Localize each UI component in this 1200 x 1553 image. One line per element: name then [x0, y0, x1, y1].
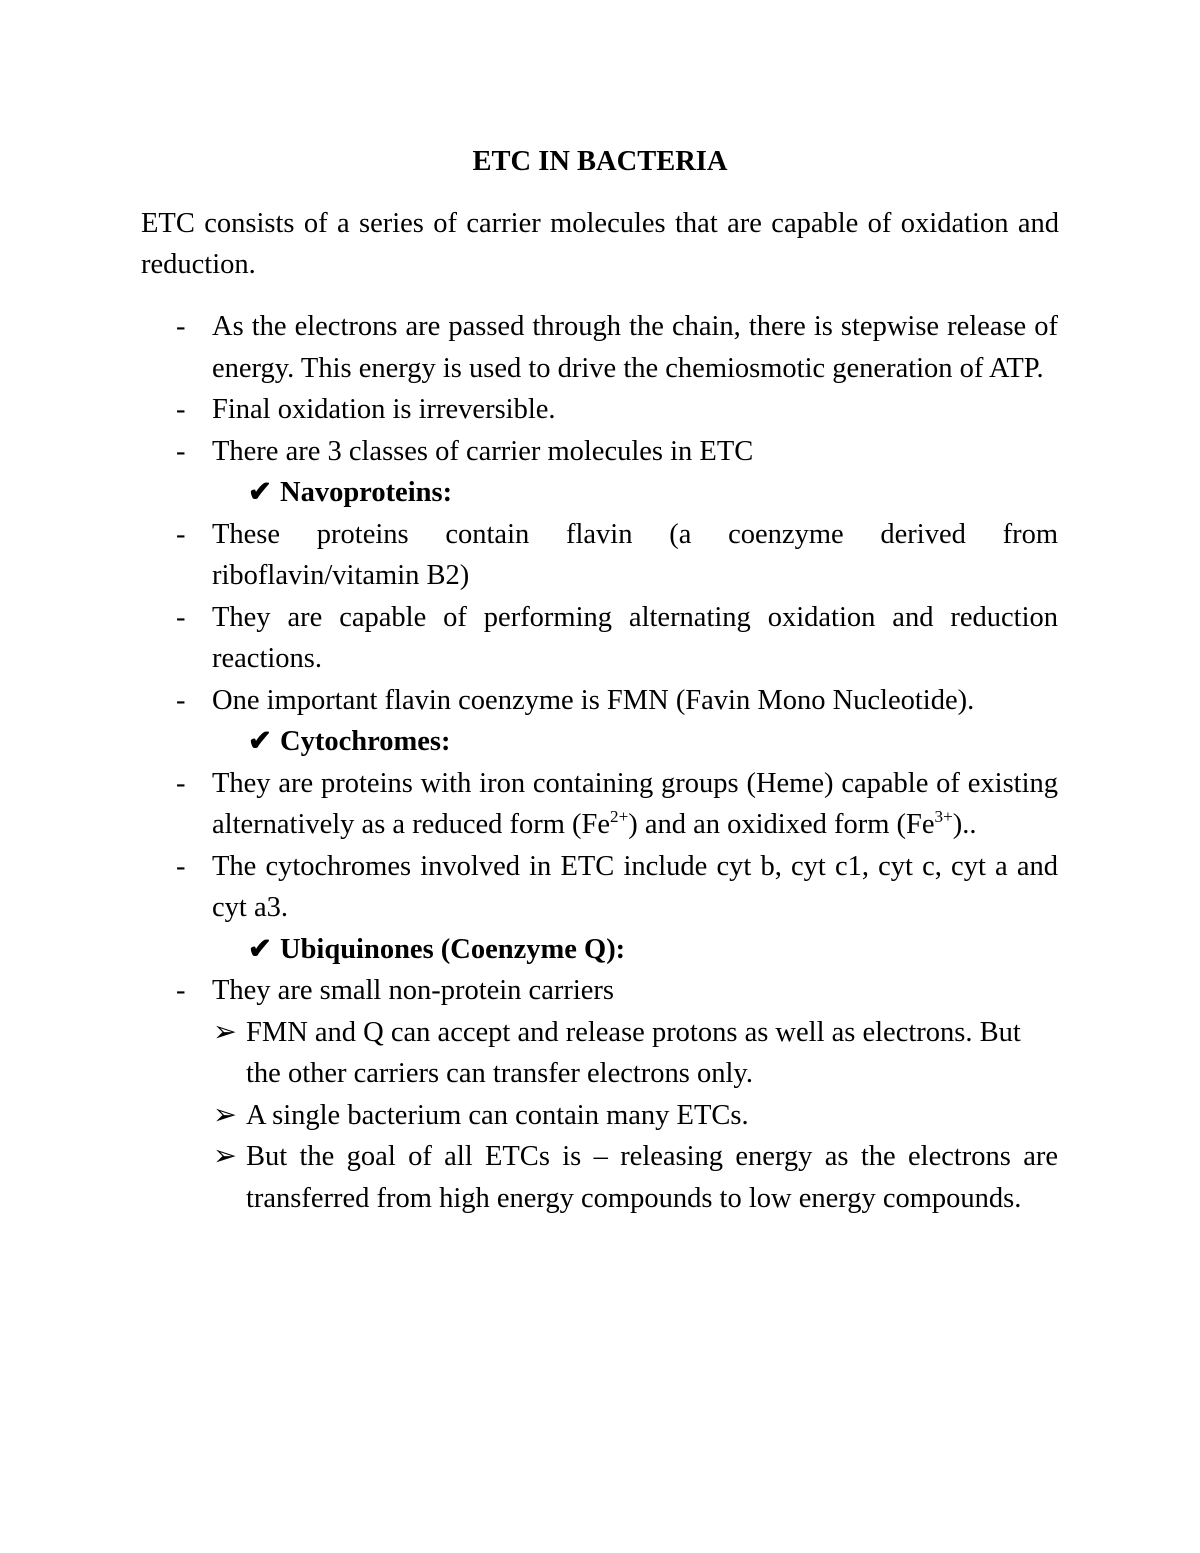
list-item	[0, 389, 1200, 431]
list-item-text: One important flavin coenzyme is FMN (Favin Mono Nucleotide).	[212, 684, 975, 716]
list-item	[0, 597, 1200, 680]
content-list	[0, 306, 1200, 1219]
checkmark-icon: ✔	[248, 477, 272, 508]
section-heading-navoproteins	[0, 472, 1200, 514]
list-item-text: These proteins contain flavin (a coenzyme derived from riboflavin/vitamin B2)	[212, 518, 1058, 591]
sub-list-item	[0, 1136, 1200, 1219]
page-title: ETC IN BACTERIA	[472, 146, 728, 177]
arrow-bullet-icon: ➢	[213, 1016, 237, 1048]
list-item	[0, 970, 1200, 1012]
list-item-text: They are capable of performing alternating oxidation and reduction reactions.	[212, 601, 1058, 674]
superscript-charge: 3+	[934, 806, 953, 826]
list-item	[0, 431, 1200, 473]
list-item-text: As the electrons are passed through the chain, there is stepwise release of energy. This energy is used to drive the chemiosmotic generation of ATP.	[212, 311, 1058, 384]
dash-marker: -	[176, 311, 186, 342]
arrow-bullet-icon: ➢	[213, 1141, 237, 1172]
dash-marker: -	[176, 684, 186, 716]
list-item	[0, 514, 1200, 597]
list-item	[0, 680, 1200, 722]
sub-list-item-text: But the goal of all ETCs is – releasing energy as the electrons are transferred from high energy compounds to low energy compounds.	[246, 1141, 1058, 1214]
sub-list-item-text: FMN and Q can accept and release protons as well as electrons. But the other carriers can transfer electrons only.	[246, 1016, 1021, 1089]
arrow-bullet-icon: ➢	[213, 1099, 237, 1131]
text-segment: They are proteins with iron containing groups (Heme) capable of existing alternatively as a reduced form (Fe	[212, 767, 1058, 840]
dash-marker: -	[176, 767, 186, 799]
dash-marker: -	[176, 601, 186, 633]
dash-marker: -	[176, 518, 186, 550]
superscript-charge: 2+	[610, 806, 629, 826]
checkmark-icon: ✔	[248, 726, 272, 757]
list-item-text	[212, 763, 1058, 846]
checkmark-icon: ✔	[248, 933, 272, 965]
list-item	[0, 763, 1200, 846]
section-heading-text: Ubiquinones (Coenzyme Q):	[280, 933, 626, 965]
section-heading-text: Cytochromes:	[280, 726, 451, 757]
list-item-text: The cytochromes involved in ETC include cyt b, cyt c1, cyt c, cyt a and cyt a3.	[212, 850, 1058, 923]
dash-marker: -	[176, 394, 186, 425]
list-item	[0, 306, 1200, 389]
list-item-text: They are small non-protein carriers	[212, 975, 614, 1006]
sub-list-item	[0, 1095, 1200, 1137]
intro-paragraph: ETC consists of a series of carrier molecules that are capable of oxidation and reduction.	[141, 208, 1059, 280]
list-item-text: There are 3 classes of carrier molecules in ETC	[212, 435, 754, 467]
list-item	[0, 846, 1200, 929]
sub-list-item	[0, 1012, 1200, 1095]
dash-marker: -	[176, 850, 186, 882]
text-segment: ) and an oxidixed form (Fe	[628, 809, 935, 840]
dash-marker: -	[176, 435, 186, 467]
sub-list-item-text: A single bacterium can contain many ETCs.	[246, 1099, 749, 1131]
section-heading-ubiquinones	[0, 929, 1200, 971]
list-item-text: Final oxidation is irreversible.	[212, 394, 556, 425]
section-heading-cytochromes	[0, 721, 1200, 763]
dash-marker: -	[176, 975, 186, 1006]
text-segment: )..	[952, 809, 977, 840]
section-heading-text: Navoproteins:	[280, 477, 453, 508]
